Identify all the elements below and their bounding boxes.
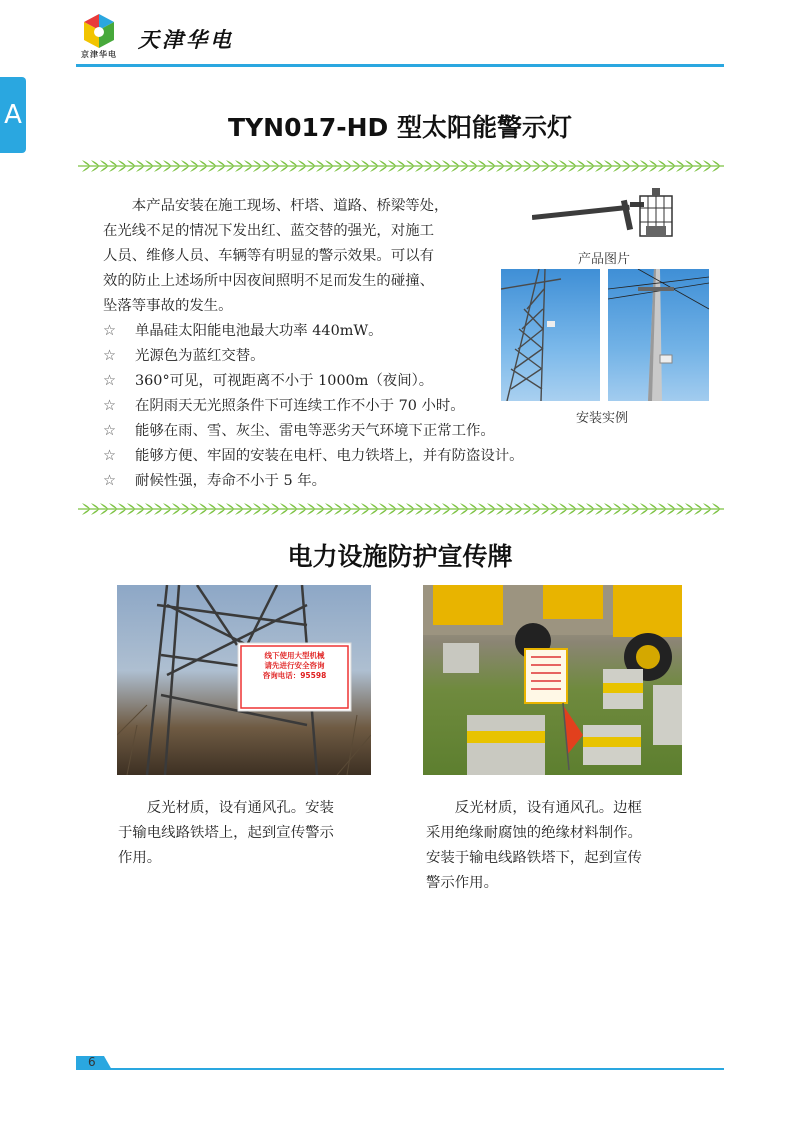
section-tab-letter: A [4,100,22,130]
feature-text: 光源色为蓝红交替。 [135,348,265,364]
star-icon: ☆ [103,473,116,489]
feature-item [103,444,524,469]
logo-emblem-icon [84,14,114,48]
desc-line: 安装于输电线路铁塔下，起到宣传 [426,850,642,866]
feature-item [103,344,265,369]
desc-line: 采用绝缘耐腐蚀的绝缘材料制作。 [426,825,642,841]
star-icon: ☆ [103,423,116,439]
logo-caption: 京津华电 [81,50,117,59]
desc-line: 反光材质，设有通风孔。安装 [146,800,334,816]
intro-line: 本产品安装在施工现场、杆塔、道路、桥梁等处， [131,198,449,214]
feature-text: 在阴雨天无光照条件下可连续工作不小于 70 小时。 [135,398,465,414]
intro-line: 坠落等事故的发生。 [103,298,233,314]
feature-item [103,419,495,444]
section1-title: TYN017-HD 型太阳能警示灯 [227,113,573,142]
install-photo-tower [501,269,600,401]
intro-line: 人员、维修人员、车辆等有明显的警示效果。可以有 [103,248,434,264]
sign-line: 咨询电话：95598 [262,671,327,680]
leaf-divider [78,502,724,516]
feature-text: 能够方便、牢固的安装在电杆、电力铁塔上，并有防盗设计。 [135,448,524,464]
leaf-divider [78,159,724,173]
feature-text: 耐候性强，寿命不小于 5 年。 [135,473,326,489]
warning-sign [243,651,346,681]
brand-name: 天津华电 [138,27,234,52]
feature-item [103,319,383,344]
ground-sign-photo [423,585,682,775]
star-icon: ☆ [103,448,116,464]
page-number: 6 [88,1055,96,1069]
product-photo [532,186,688,244]
star-icon: ☆ [103,398,116,414]
intro-line: 在光线不足的情况下发出红、蓝交替的强光，对施工 [103,223,434,239]
feature-text: 能够在雨、雪、灰尘、雷电等恶劣天气环境下正常工作。 [135,423,495,439]
feature-item [103,369,433,394]
right-description [426,796,686,896]
star-icon: ☆ [103,323,116,339]
tower-sign-photo [117,585,371,775]
install-photo-pole [608,269,709,401]
install-caption: 安装实例 [576,411,629,426]
product-caption: 产品图片 [578,252,631,267]
desc-line: 作用。 [118,850,162,866]
header-rule [76,64,724,67]
feature-text: 360°可见，可视距离不小于 1000m（夜间）。 [135,373,434,389]
feature-item [103,469,326,494]
intro-line: 效的防止上述场所中因夜间照明不足而发生的碰撞、 [103,273,434,289]
star-icon: ☆ [103,373,116,389]
feature-text: 单晶硅太阳能电池最大功率 440mW。 [135,323,383,339]
section2-title: 电力设施防护宣传牌 [287,542,513,571]
footer-rule [76,1068,724,1070]
left-description [118,796,374,871]
star-icon: ☆ [103,348,116,364]
section1-intro [103,194,495,319]
desc-line: 于输电线路铁塔上，起到宣传警示 [118,825,334,841]
desc-line: 反光材质，设有通风孔。边框 [454,800,642,816]
company-logo [78,14,120,60]
sign-line: 请先进行安全咨询 [264,661,325,670]
sign-line: 线下使用大型机械 [264,651,325,660]
desc-line: 警示作用。 [426,875,498,891]
feature-item [103,394,465,419]
